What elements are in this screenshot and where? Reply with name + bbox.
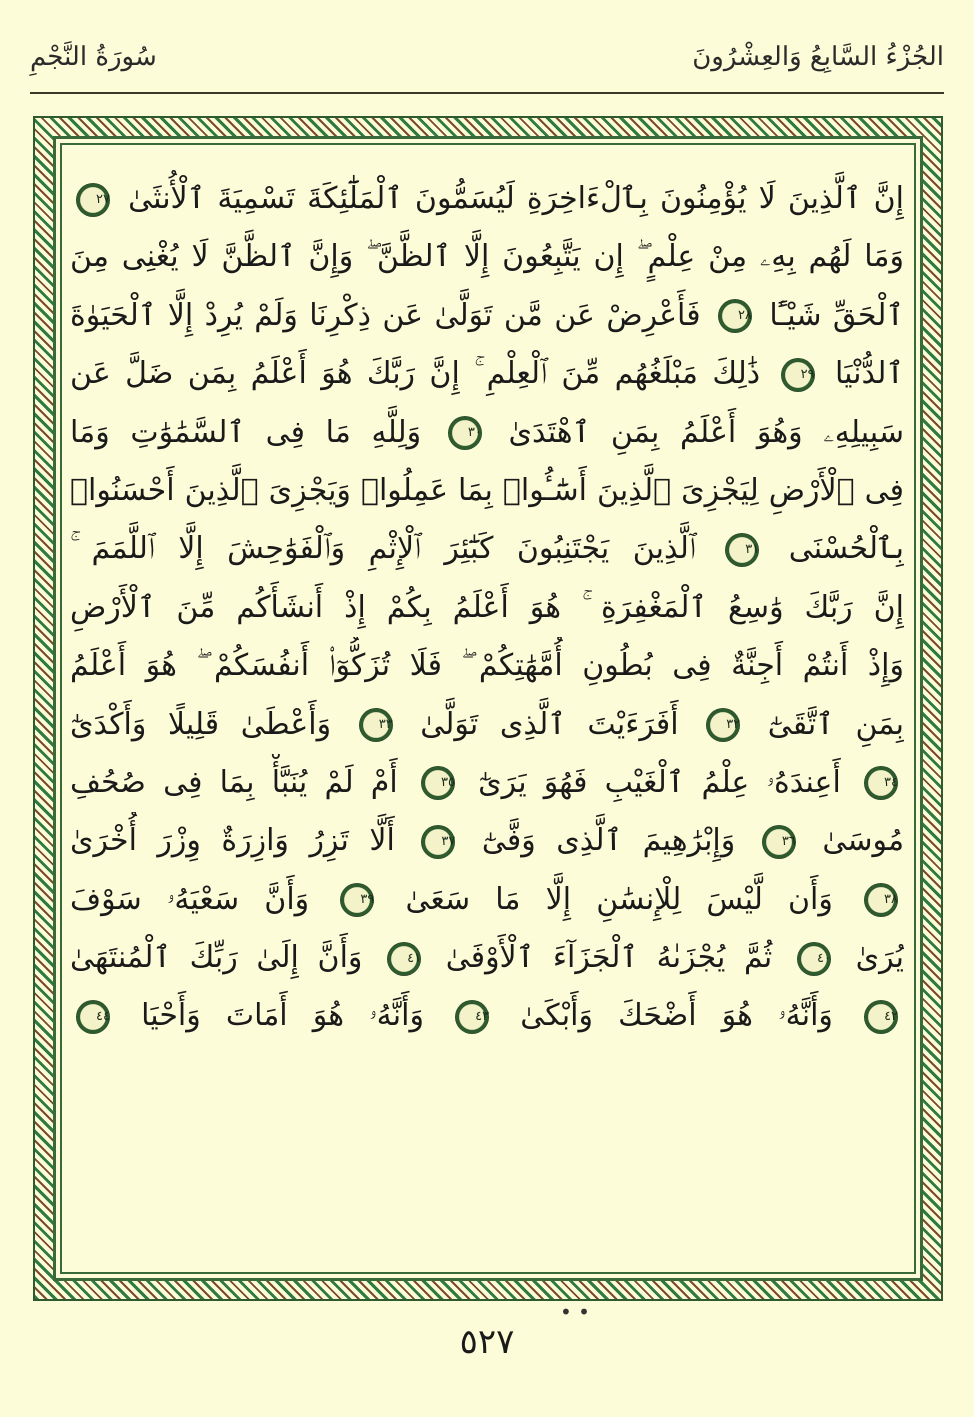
header-rule	[30, 92, 944, 94]
verse-text: يُرَىٰ	[855, 940, 904, 976]
verse-text: وَمَا لَهُم بِهِۦ مِنْ عِلْمٍ ۖ إِن يَتَّبِعُونَ إِلَّا ٱلظَّنَّ ۖ وَإِنَّ ٱلظَّنَّ لَا يُغْنِى مِنَ	[70, 239, 904, 275]
verse-line	[70, 696, 904, 754]
ayah-number-marker: ٣٦	[762, 825, 796, 859]
ayah-number-marker: ٤٣	[455, 1000, 489, 1034]
juz-name: الجُزْءُ السَّابِعُ وَالعِشْرُونَ	[692, 42, 944, 72]
verse-line	[70, 520, 904, 578]
verse-text: ٱلْحَقِّ شَيْـًٔا	[769, 297, 904, 333]
verse-text: وَأَنَّ سَعْيَهُۥ سَوْفَ	[70, 881, 310, 917]
page-header	[30, 40, 944, 94]
surah-name: سُورَةُ النَّجْمِ	[30, 42, 157, 72]
ayah-number-marker: ٤٤	[76, 1000, 110, 1034]
verse-line	[70, 579, 904, 637]
ayah-number-marker: ٣٥	[421, 766, 455, 800]
verse-text: فِى ٱلْأَرْضِ لِيَجْزِىَ ٱلَّذِينَ أَسَٰٓـُٔوا۟ بِمَا عَمِلُوا۟ وَيَجْزِىَ ٱلَّذِينَ أَحْسَنُوا۟	[70, 472, 904, 508]
ayah-number-marker: ٢٨	[718, 299, 752, 333]
ayah-number-marker: ٣٩	[340, 883, 374, 917]
ayah-number-marker: ٣٨	[864, 883, 898, 917]
verse-text: ذَٰلِكَ مَبْلَغُهُم مِّنَ ٱلْعِلْمِ ۚ إِنَّ رَبَّكَ هُوَ أَعْلَمُ بِمَن ضَلَّ عَن	[70, 356, 761, 392]
verse-line	[70, 228, 904, 286]
verse-text: فَأَعْرِضْ عَن مَّن تَوَلَّىٰ عَن ذِكْرِنَا وَلَمْ يُرِدْ إِلَّا ٱلْحَيَوٰةَ	[70, 297, 701, 333]
verse-text: إِنَّ رَبَّكَ وَٰسِعُ ٱلْمَغْفِرَةِ ۚ هُوَ أَعْلَمُ بِكُمْ إِذْ أَنشَأَكُم مِّنَ ٱلْأَرْضِ	[70, 589, 904, 625]
ayah-number-marker: ٣٠	[448, 416, 482, 450]
verse-text: ثُمَّ يُجْزَىٰهُ ٱلْجَزَآءَ ٱلْأَوْفَىٰ	[445, 940, 773, 976]
verse-line	[70, 170, 904, 228]
verse-text: وَأَنَّهُۥ هُوَ أَضْحَكَ وَأَبْكَىٰ	[520, 998, 833, 1034]
verse-line	[70, 754, 904, 812]
verse-text: إِنَّ ٱلَّذِينَ لَا يُؤْمِنُونَ بِٱلْءَاخِرَةِ لَيُسَمُّونَ ٱلْمَلَٰٓئِكَةَ تَسْمِيَةَ ٱلْأُنثَىٰ	[128, 181, 904, 216]
verse-text: وَأَعْطَىٰ قَلِيلًا وَأَكْدَىٰٓ	[70, 706, 332, 742]
verse-text: وَأَنَّهُۥ هُوَ أَمَاتَ وَأَحْيَا	[141, 998, 424, 1034]
verse-line	[70, 345, 904, 403]
ayah-number-marker: ٤٢	[864, 1000, 898, 1034]
verse-line	[70, 404, 904, 462]
page-number: ٥٢٧	[459, 1322, 515, 1362]
verse-line	[70, 462, 904, 520]
verse-text: وَأَنَّ إِلَىٰ رَبِّكَ ٱلْمُنتَهَىٰ	[70, 940, 363, 976]
verse-line	[70, 871, 904, 929]
verse-text: أَفَرَءَيْتَ ٱلَّذِى تَوَلَّىٰ	[420, 706, 679, 742]
ayah-number-marker: ٤٠	[797, 942, 831, 976]
verse-text: بِمَنِ ٱتَّقَىٰٓ	[767, 706, 904, 742]
ayah-number-marker: ٣٧	[421, 825, 455, 859]
ayah-number-marker: ٣١	[725, 533, 759, 567]
ayah-number-marker: ٢٩	[781, 358, 815, 392]
verse-text: أَمْ لَمْ يُنَبَّأْ بِمَا فِى صُحُفِ	[70, 764, 398, 800]
verse-text: بِٱلْحُسْنَى	[788, 531, 904, 567]
verse-line	[70, 987, 904, 1045]
verse-line	[70, 929, 904, 987]
verse-text: أَعِندَهُۥ عِلْمُ ٱلْغَيْبِ فَهُوَ يَرَىٰٓ	[478, 764, 841, 800]
verse-text: مُوسَىٰ	[822, 823, 904, 859]
ayah-number-marker: ٣٤	[864, 766, 898, 800]
ayah-number-marker: ٣٢	[706, 708, 740, 742]
ayah-number-marker: ٢٧	[76, 183, 110, 217]
verse-text: ٱلدُّنْيَا	[834, 356, 904, 392]
verse-text: وَإِبْرَٰهِيمَ ٱلَّذِى وَفَّىٰٓ	[481, 823, 736, 859]
verse-text: وَإِذْ أَنتُمْ أَجِنَّةٌ فِى بُطُونِ أُمَّهَٰتِكُمْ ۖ فَلَا تُزَكُّوٓا۟ أَنفُسَكُمْ ۖ هُوَ أَعْلَمُ	[70, 648, 904, 684]
verse-line	[70, 287, 904, 345]
verse-text: أَلَّا تَزِرُ وَازِرَةٌ وِزْرَ أُخْرَىٰ	[70, 823, 395, 859]
ayah-number-marker: ٣٣	[359, 708, 393, 742]
verse-line	[70, 812, 904, 870]
verse-text: سَبِيلِهِۦ وَهُوَ أَعْلَمُ بِمَنِ ٱهْتَدَىٰ	[508, 414, 904, 450]
ayah-number-marker: ٤١	[387, 942, 421, 976]
page-dots: • •	[560, 1300, 590, 1324]
verse-line	[70, 637, 904, 695]
verse-text: وَأَن لَّيْسَ لِلْإِنسَٰنِ إِلَّا مَا سَعَىٰ	[405, 881, 833, 917]
quran-text-area	[70, 170, 904, 1046]
verse-text: ٱلَّذِينَ يَجْتَنِبُونَ كَبَٰٓئِرَ ٱلْإِثْمِ وَٱلْفَوَٰحِشَ إِلَّا ٱللَّمَمَ ۚ	[70, 531, 696, 567]
verse-text: وَلِلَّهِ مَا فِى ٱلسَّمَٰوَٰتِ وَمَا	[70, 414, 422, 450]
